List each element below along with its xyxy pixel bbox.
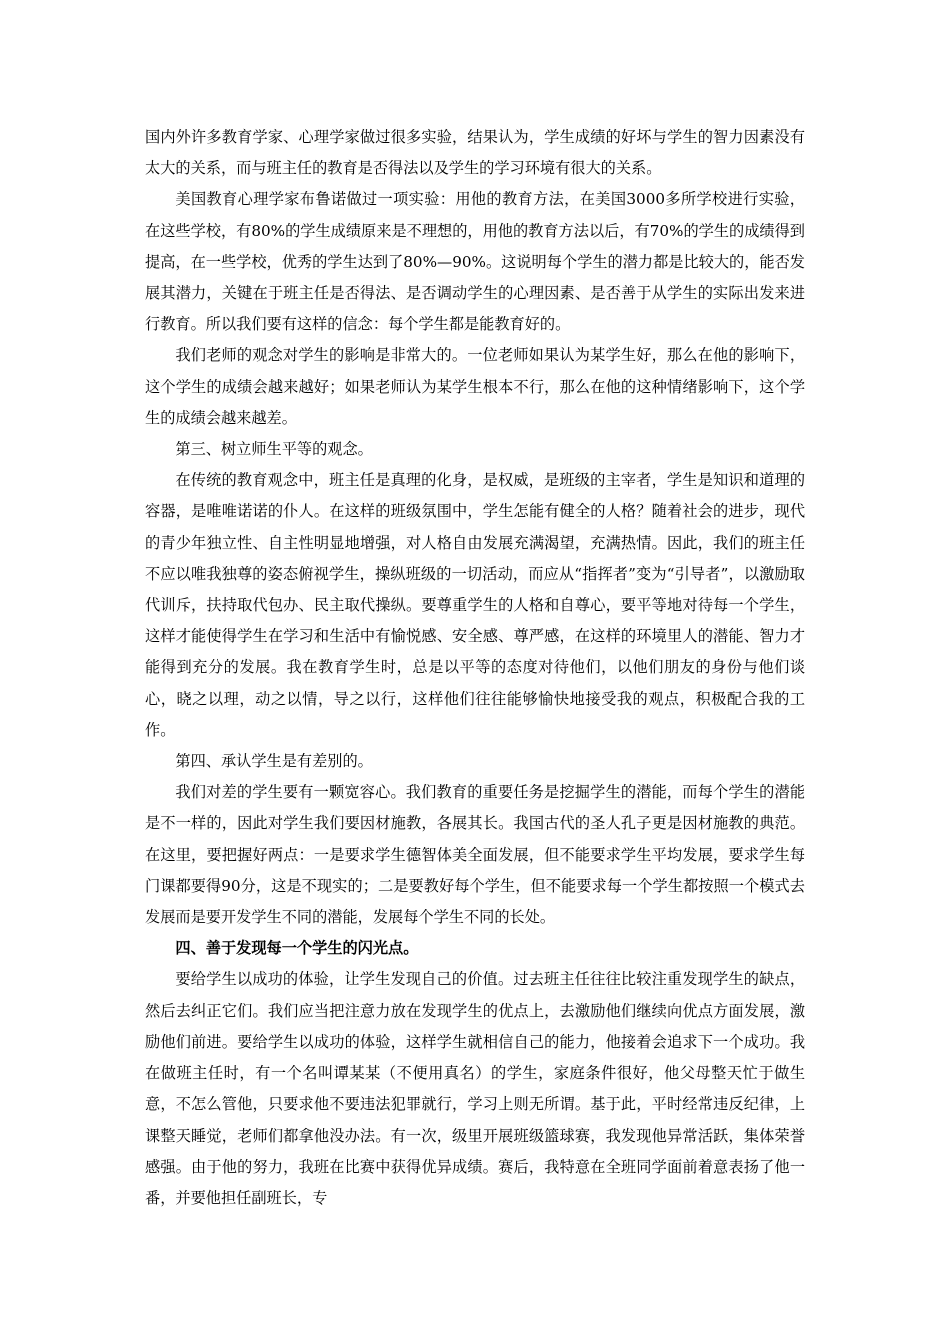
section-heading-bold-four: 四、善于发现每一个学生的闪光点。 <box>175 939 419 958</box>
paragraph-teacher-perception: 我们老师的观念对学生的影响是非常大的。一位老师如果认为某学生好，那么在他的影响下，这个学生的成绩会越来越好；如果老师认为某学生根本不行，那么在他的这种情绪影响下，这个学生的成绩会越来越差。 <box>145 346 805 427</box>
document-body <box>145 122 805 1214</box>
section-heading-third: 第三、树立师生平等的观念。 <box>175 440 373 459</box>
paragraph-equality: 在传统的教育观念中，班主任是真理的化身，是权威，是班级的主宰者，学生是知识和道理的容器，是唯唯诺诺的仆人。在这样的班级氛围中，学生怎能有健全的人格？随着社会的进步，现代的青少年独立性、自主性明显地增强，对人格自由发展充满渴望，充满热情。因此，我们的班主任不应以唯我独尊的姿态俯视学生，操纵班级的一切活动，而应从“指挥者”变为“引导者”，以激励取代训斥，扶持取代包办、民主取代操纵。要尊重学生的人格和自尊心，要平等地对待每一个学生，这样才能使得学生在学习和生活中有愉悦感、安全感、尊严感，在这样的环境里人的潜能、智力才能得到充分的发展。我在教育学生时，总是以平等的态度对待他们，以他们朋友的身份与他们谈心，晓之以理，动之以情，导之以行，这样他们往往能够愉快地接受我的观点，积极配合我的工作。 <box>145 471 805 739</box>
paragraph-intro-continuation: 国内外许多教育学家、心理学家做过很多实验，结果认为，学生成绩的好坏与学生的智力因素没有太大的关系，而与班主任的教育是否得法以及学生的学习环境有很大的关系。 <box>145 128 805 178</box>
paragraph-success-experience: 要给学生以成功的体验，让学生发现自己的价值。过去班主任往往比较注重发现学生的缺点，然后去纠正它们。我们应当把注意力放在发现学生的优点上，去激励他们继续向优点方面发展，激励他们前进。要给学生以成功的体验，这样学生就相信自己的能力，他接着会追求下一个成功。我在做班主任时，有一个名叫谭某某（不便用真名）的学生，家庭条件很好，他父母整天忙于做生意，不怎么管他，只要求他不要违法犯罪就行，学习上则无所谓。基于此，平时经常违反纪律，上课整天睡觉，老师们都拿他没办法。有一次，级里开展班级篮球赛，我发现他异常活跃，集体荣誉感强。由于他的努力，我班在比赛中获得优异成绩。赛后，我特意在全班同学面前着意表扬了他一番，并要他担任副班长，专 <box>145 970 805 1207</box>
section-heading-fourth: 第四、承认学生是有差别的。 <box>175 752 373 771</box>
paragraph-bruno-experiment: 美国教育心理学家布鲁诺做过一项实验：用他的教育方法，在美国3000多所学校进行实验，在这些学校，有80%的学生成绩原来是不理想的，用他的教育方法以后，有70%的学生的成绩得到提高，在一些学校，优秀的学生达到了80%—90%。这说明每个学生的潜力都是比较大的，能否发展其潜力，关键在于班主任是否得法、是否调动学生的心理因素、是否善于从学生的实际出发来进行教育。所以我们要有这样的信念：每个学生都是能教育好的。 <box>145 190 805 334</box>
paragraph-differences: 我们对差的学生要有一颗宽容心。我们教育的重要任务是挖掘学生的潜能，而每个学生的潜能是不一样的，因此对学生我们要因材施教，各展其长。我国古代的圣人孔子更是因材施教的典范。在这里，要把握好两点：一是要求学生德智体美全面发展，但不能要求学生平均发展，要求学生每门课都要得90分，这是不现实的；二是要教好每个学生，但不能要求每一个学生都按照一个模式去发展而是要开发学生不同的潜能，发展每个学生不同的长处。 <box>145 783 805 927</box>
